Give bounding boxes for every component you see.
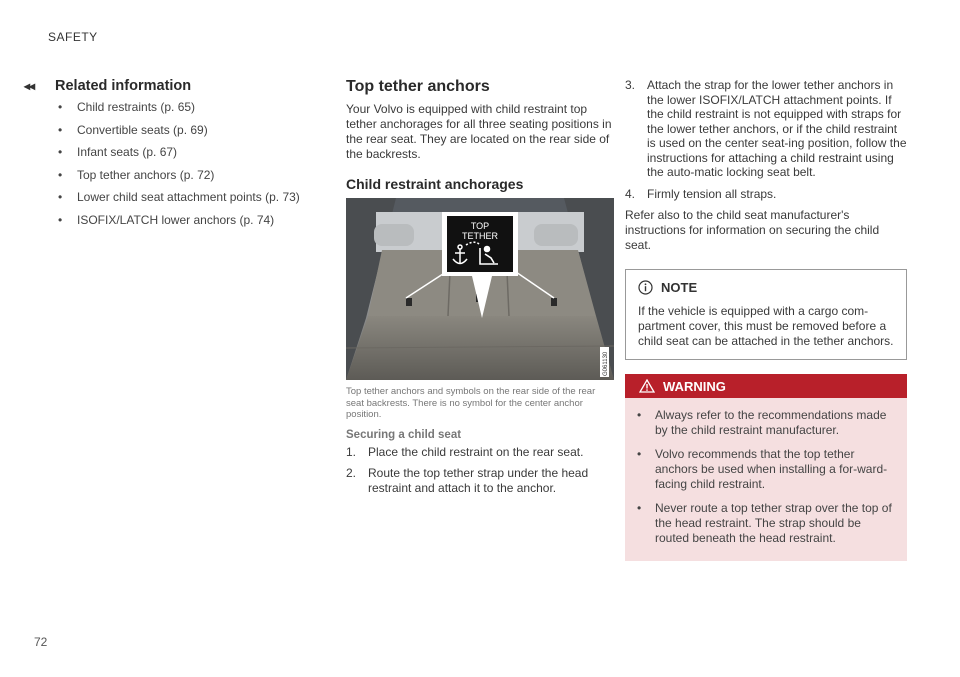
procedure-title: Securing a child seat — [346, 428, 462, 441]
step-item — [346, 466, 614, 495]
related-link[interactable]: • ISOFIX/LATCH lower anchors (p. 74) — [55, 213, 325, 227]
steps-list-a — [346, 445, 614, 496]
related-list — [55, 100, 325, 227]
main-column — [346, 78, 614, 502]
tether-symbol-label-2: TETHER — [462, 231, 498, 241]
info-circle-icon — [638, 280, 653, 295]
note-box — [625, 269, 907, 360]
step-number: 2. — [346, 466, 357, 480]
step-text: Route the top tether strap under the head restraint and attach it to the anchor. — [368, 466, 589, 495]
anchorages-heading: Child restraint anchorages — [346, 176, 524, 192]
step-number: 4. — [625, 186, 636, 201]
section-label: SAFETY — [48, 30, 98, 44]
figure-caption: Top tether anchors and symbols on the rear side of the rear seat backrests. There is no symbol for the center anchor position. — [346, 386, 596, 420]
refer-paragraph: Refer also to the child seat manufacturer's instructions for information on securing the child seat. — [625, 208, 880, 252]
steps-list-b — [625, 78, 907, 201]
warning-body — [625, 398, 907, 561]
warning-title: WARNING — [663, 378, 726, 394]
related-title: Related information — [55, 78, 192, 94]
figure-code: G061130 — [603, 351, 609, 376]
step-text: Attach the strap for the lower tether anchors in the lower ISOFIX/LATCH attachment points. If the child restraint is not equipped with straps for the lower tether anchors, or if the child restraint is used on the center seat-ing position, follow the instructions for attaching a child restraint using the auto-matic locking seat belt. — [647, 78, 907, 179]
warning-item: • Volvo recommends that the top tether anchors be used when installing a for-ward-facing child restraint. — [633, 447, 897, 492]
step-text: Firmly tension all straps. — [647, 186, 777, 201]
related-link[interactable]: • Top tether anchors (p. 72) — [55, 168, 325, 182]
intro-paragraph: Your Volvo is equipped with child restraint top tether anchorages for all three seating positions in the rear seat. They are located on the rear side of the backrests. — [346, 102, 612, 161]
continuation-marker: ◂◂ — [24, 79, 35, 93]
note-header — [626, 270, 906, 298]
tether-symbol-label-1: TOP — [470, 221, 490, 231]
article-title: Top tether anchors — [346, 78, 490, 95]
warning-header — [625, 374, 907, 398]
warning-box — [625, 374, 907, 561]
warning-list — [633, 408, 897, 546]
note-title: NOTE — [661, 279, 698, 295]
rear-seat-illustration — [346, 198, 614, 380]
related-link[interactable]: • Convertible seats (p. 69) — [55, 123, 325, 137]
step-number: 3. — [625, 78, 636, 92]
related-link[interactable]: • Infant seats (p. 67) — [55, 145, 325, 159]
warning-item: • Always refer to the recommendations made by the child restraint manufacturer. — [633, 408, 897, 438]
step-item — [346, 445, 614, 460]
page-number: 72 — [34, 635, 48, 649]
step-number: 1. — [346, 444, 357, 459]
step-text: Place the child restraint on the rear seat. — [368, 444, 584, 459]
rear-seat-photo — [346, 198, 614, 380]
step-item — [625, 187, 907, 202]
warning-item: • Never route a top tether strap over the top of the head restraint. The strap should be routed beneath the head restraint. — [633, 501, 897, 546]
related-link[interactable]: • Child restraints (p. 65) — [55, 100, 325, 114]
step-item — [625, 78, 907, 180]
note-text: If the vehicle is equipped with a cargo com-partment cover, this must be removed before a child seat can be attached in the tether anchors. — [638, 304, 894, 348]
related-link[interactable]: • Lower child seat attachment points (p. 73) — [55, 190, 325, 204]
related-information — [55, 78, 325, 235]
right-column — [625, 78, 907, 561]
warning-triangle-icon — [639, 379, 655, 393]
